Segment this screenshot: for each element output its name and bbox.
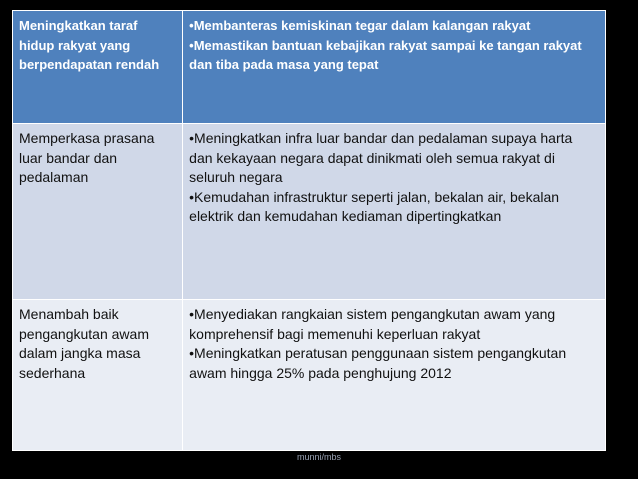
bullet-point: •Menyediakan rangkaian sistem pengangkutan awam yang komprehensif bagi memenuhi keperluan rakyat	[189, 306, 556, 342]
bullet-point: •Meningkatkan peratusan penggunaan sistem pengangkutan awam hingga 25% pada penghujung 2012	[189, 345, 567, 381]
bullet-point: •Kemudahan infrastruktur seperti jalan, bekalan air, bekalan elektrik dan kemudahan kediaman dipertingkatkan	[189, 188, 560, 224]
row-label: Menambah baik pengangkutan awam dalam jangka masa sederhana	[13, 300, 183, 451]
table-row	[13, 300, 606, 451]
bullet-point: •Memastikan bantuan kebajikan rakyat sampai ke tangan rakyat dan tiba pada masa yang tepat	[189, 37, 582, 72]
row-label: Meningkatkan taraf hidup rakyat yang berpendapatan rendah	[13, 11, 183, 124]
row-points	[183, 11, 606, 124]
row-points	[183, 300, 606, 451]
row-label: Memperkasa prasana luar bandar dan pedalaman	[13, 124, 183, 300]
bullet-point: •Membanteras kemiskinan tegar dalam kalangan rakyat	[189, 18, 531, 33]
policy-table	[12, 10, 606, 451]
table-row	[13, 124, 606, 300]
bullet-point: •Meningkatkan infra luar bandar dan pedalaman supaya harta dan kekayaan negara dapat dinikmati oleh semua rakyat di seluruh negara	[189, 130, 573, 185]
slide-footer: munni/mbs	[296, 452, 341, 462]
table-row	[13, 11, 606, 124]
row-points	[183, 124, 606, 300]
